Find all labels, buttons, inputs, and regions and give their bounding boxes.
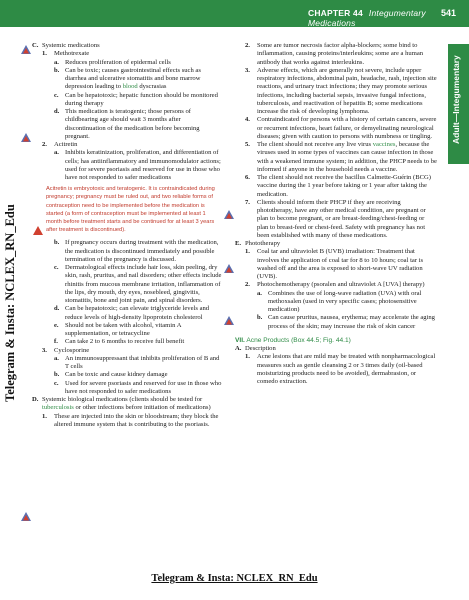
item-label: 1. (245, 353, 250, 361)
item-text: Used for severe psoriasis and reserved for use in those who have not responded to safer medications (65, 379, 222, 395)
page-number: 541 (441, 8, 457, 18)
outline-item (235, 141, 437, 174)
item-label: a. (257, 289, 262, 297)
item-text: Can be hepatotoxic; hepatic function should be monitored during therapy (65, 91, 218, 107)
outline-item (32, 355, 222, 372)
priority-triangle-icon (21, 45, 31, 54)
outline-item (32, 322, 222, 339)
item-label: 4. (245, 116, 250, 124)
priority-triangle-icon (224, 316, 234, 325)
item-text: Clients should inform their PHCP if they are receiving phototherapy, have any other medical condition, are pregnant or plan to become pregnant, or are breast-feeding/chest-feeding or plan to breast-feed or chest-feed. Safety with pregnancy has not been established with many of these medications. (257, 198, 426, 239)
item-label: 1. (42, 50, 47, 58)
outline-item (32, 67, 222, 92)
item-label: 7. (245, 198, 250, 206)
item-text: These are injected into the skin or bloodstream; they block the altered immune system that is contributing to the psoriasis. (54, 412, 219, 428)
item-text: Phototherapy (245, 240, 281, 247)
item-label: e. (54, 321, 59, 329)
page-header (0, 0, 469, 27)
alert-note: Acitretin is embryotoxic and teratogenic. It is contraindicated during pregnancy; pregnancy must be ruled out, and two reliable forms of contraception need to be implemented before the medication is started (a form of contraception must be implemented at least 1 month before treatment starts and be continued for at least 3 years after treatment is discontinued). (46, 186, 215, 234)
item-label: a. (54, 58, 59, 66)
item-text: Some are tumor necrosis factor alpha-blockers; some bind to inflammation, causing proteins/interleukins; some are a human antibody that works against interleukins. (257, 42, 424, 66)
bottom-watermark: Telegram & Insta: NCLEX_RN_Edu (151, 573, 318, 584)
item-text: , because the viruses used in some types of vaccines can cause infection in those with a weakened immune system; in addition, the PHCP needs to be informed if anyone in the household needs a vaccine. (257, 141, 437, 173)
outline-item (32, 347, 222, 355)
item-label: 3. (245, 66, 250, 74)
outline-item (32, 141, 222, 149)
item-text: Can be toxic; causes gastrointestinal effects such as diarrhea and ulcerative stomatitis and bone marrow depression leading to (65, 66, 201, 91)
item-text: or other infections before initiation of medications) (73, 404, 211, 412)
item-label: 2. (245, 42, 250, 49)
side-watermark: Telegram & Insta: NCLEX_RN_Edu (3, 204, 17, 402)
item-label: 6. (245, 174, 250, 181)
outline-item (235, 345, 437, 353)
outline-item (32, 413, 222, 430)
item-text: Dermatological effects include hair loss, skin peeling, dry skin, rash, pruritus, and nail disorders; other effects include rhinitis from mucous membrane irritation, inflammation of the lips, dry mouth, dry eyes, nosebleed, gingivitis, stomatitis, bone and joint pain, and spinal disorders. (65, 264, 222, 305)
item-text: Should not be taken with alcohol, vitamin A supplementation, or tetracycline (65, 321, 182, 338)
item-text: Acitretin (54, 141, 78, 148)
item-text: Description (245, 345, 276, 352)
item-text: The client should not receive the bacillus Calmette-Guérin (BCG) vaccine during the 1 year before taking or 1 year after taking the medication. (257, 174, 431, 198)
glossary-link[interactable]: tuberculosis (42, 404, 74, 412)
item-label: 5. (245, 141, 250, 148)
outline-item (32, 338, 222, 346)
outline-item (32, 149, 222, 182)
item-text: Can take 2 to 6 months to receive full benefit (65, 338, 185, 346)
item-text: Methotrexate (54, 50, 90, 58)
item-label: d. (54, 108, 60, 115)
item-label: a. (54, 354, 59, 362)
outline-item (32, 50, 222, 58)
chapter-title: Integumentary Medications (308, 8, 426, 28)
outline-item (235, 116, 437, 141)
item-text: Acne lesions that are mild may be treated with nonpharmacological measures such as gentle cleansing 2 or 3 times daily (oil-based moisturizing products need to be avoided), dermabrasion, or comedo extraction. (257, 353, 436, 385)
outline-item (32, 264, 222, 305)
item-text: If pregnancy occurs during treatment with the medication, the medication is discontinued immediately and possible termination of the pregnancy is discussed. (65, 239, 219, 263)
side-tab (448, 44, 469, 164)
outline-item (235, 174, 437, 199)
item-label: c. (54, 91, 59, 99)
item-label: C. (32, 42, 39, 49)
item-label: A. (235, 345, 242, 352)
left-column (32, 42, 222, 429)
outline-item (235, 42, 437, 67)
priority-triangle-icon (224, 210, 234, 219)
item-text: Inhibits keratinization, proliferation, and differentiation of cells; has antiinflammatory and immunomodulator actions; used for severe psoriasis and reserved for use in those who have not responded to safer medications (65, 149, 221, 181)
item-label: D. (32, 396, 39, 404)
priority-triangle-icon (224, 264, 234, 273)
outline-item (32, 371, 222, 379)
item-label: b. (54, 66, 60, 74)
item-label: b. (54, 239, 60, 247)
outline-item (32, 305, 222, 322)
priority-triangle-icon (21, 512, 31, 521)
section-title: Acne Products (246, 336, 290, 344)
outline-item (32, 239, 222, 264)
item-label: 3. (42, 346, 47, 354)
item-label: b. (54, 371, 60, 379)
item-text: Coal tar and ultraviolet B (UVB) irradiation: Treatment that involves the application of coal tar for 8 to 10 hours; coal tar is washed off and the area is exposed to short-wave UV radiation (UVB). (257, 248, 424, 280)
item-label: f. (54, 338, 58, 346)
item-label: 2. (245, 281, 250, 289)
item-text: This medication is teratogenic; those persons of childbearing age should wait 3 months after discontinuation of the medication before becoming pregnant. (65, 108, 200, 140)
section-heading (235, 337, 437, 345)
item-text: Can be toxic and cause kidney damage (65, 371, 168, 379)
item-label: a. (54, 149, 59, 157)
item-label: c. (54, 264, 59, 272)
item-label: 2. (42, 141, 47, 148)
right-column (235, 42, 437, 386)
outline-item (235, 281, 437, 289)
item-text: Systemic biological medications (clients should be tested for (42, 396, 203, 404)
outline-item (235, 290, 437, 315)
outline-item (32, 59, 222, 67)
item-label: c. (54, 379, 59, 387)
item-label: d. (54, 305, 60, 313)
item-text: Adverse effects, which are generally not severe, include upper respiratory infections, abdominal pain, headache, rash, injection site reactions, and urinary tract infections; they may promote serious infections, including bacterial sepsis, invasive fungal infections, tuberculosis, and reactivation of hepatitis B; some medications increase the risk of developing lymphoma. (257, 66, 437, 115)
item-text: dyscrasias (137, 83, 167, 91)
item-text: Can be hepatotoxic; can elevate triglyceride levels and reduce levels of high-density lipoprotein cholesterol (65, 305, 210, 321)
item-label: 1. (42, 412, 47, 420)
item-text: Contraindicated for persons with a history of certain cancers, severe or recurrent infections, heart failure, or demyelinating neurological diseases; given with caution to persons with numbness or tingling. (257, 116, 437, 140)
item-text: Photochemotherapy (psoralen and ultraviolet A [UVA] therapy) (257, 281, 425, 289)
outline-item (32, 380, 222, 397)
outline-item (32, 396, 222, 413)
section-number: VII. (235, 336, 245, 344)
item-label: b. (257, 314, 263, 322)
item-text: Systemic medications (42, 42, 100, 49)
side-tab-label: Adult—Integumentary (451, 55, 461, 144)
glossary-link[interactable]: blood (122, 83, 138, 91)
outline-item (32, 42, 222, 50)
chapter-number: CHAPTER 44 (308, 8, 363, 18)
outline-item (32, 108, 222, 141)
figure-reference-link[interactable]: (Box 44.5; Fig. 44.1) (291, 336, 351, 344)
item-text: Combines the use of long-wave radiation (UVA) with oral methoxsalen (used in very specific cases; photosensitive medication) (268, 289, 422, 313)
item-label: 1. (245, 248, 250, 256)
item-text: Can cause pruritus, nausea, erythema; may accelerate the aging process of the skin; may increase the risk of skin cancer (268, 314, 435, 330)
outline-item (235, 314, 437, 331)
item-text: Cyclosporine (54, 346, 90, 354)
glossary-link[interactable]: vaccines (372, 141, 396, 148)
outline-item (235, 248, 437, 281)
outline-item (235, 240, 437, 248)
item-text: An immunosuppressant that inhibits proliferation of B and T cells (65, 354, 220, 371)
outline-item (235, 67, 437, 117)
item-text: Reduces proliferation of epidermal cells (65, 58, 171, 66)
outline-item (235, 199, 437, 240)
priority-triangle-icon (21, 133, 31, 142)
item-text: The client should not receive any live virus (257, 141, 373, 148)
outline-item (235, 353, 437, 386)
outline-item (32, 92, 222, 109)
item-label: E. (235, 240, 242, 247)
